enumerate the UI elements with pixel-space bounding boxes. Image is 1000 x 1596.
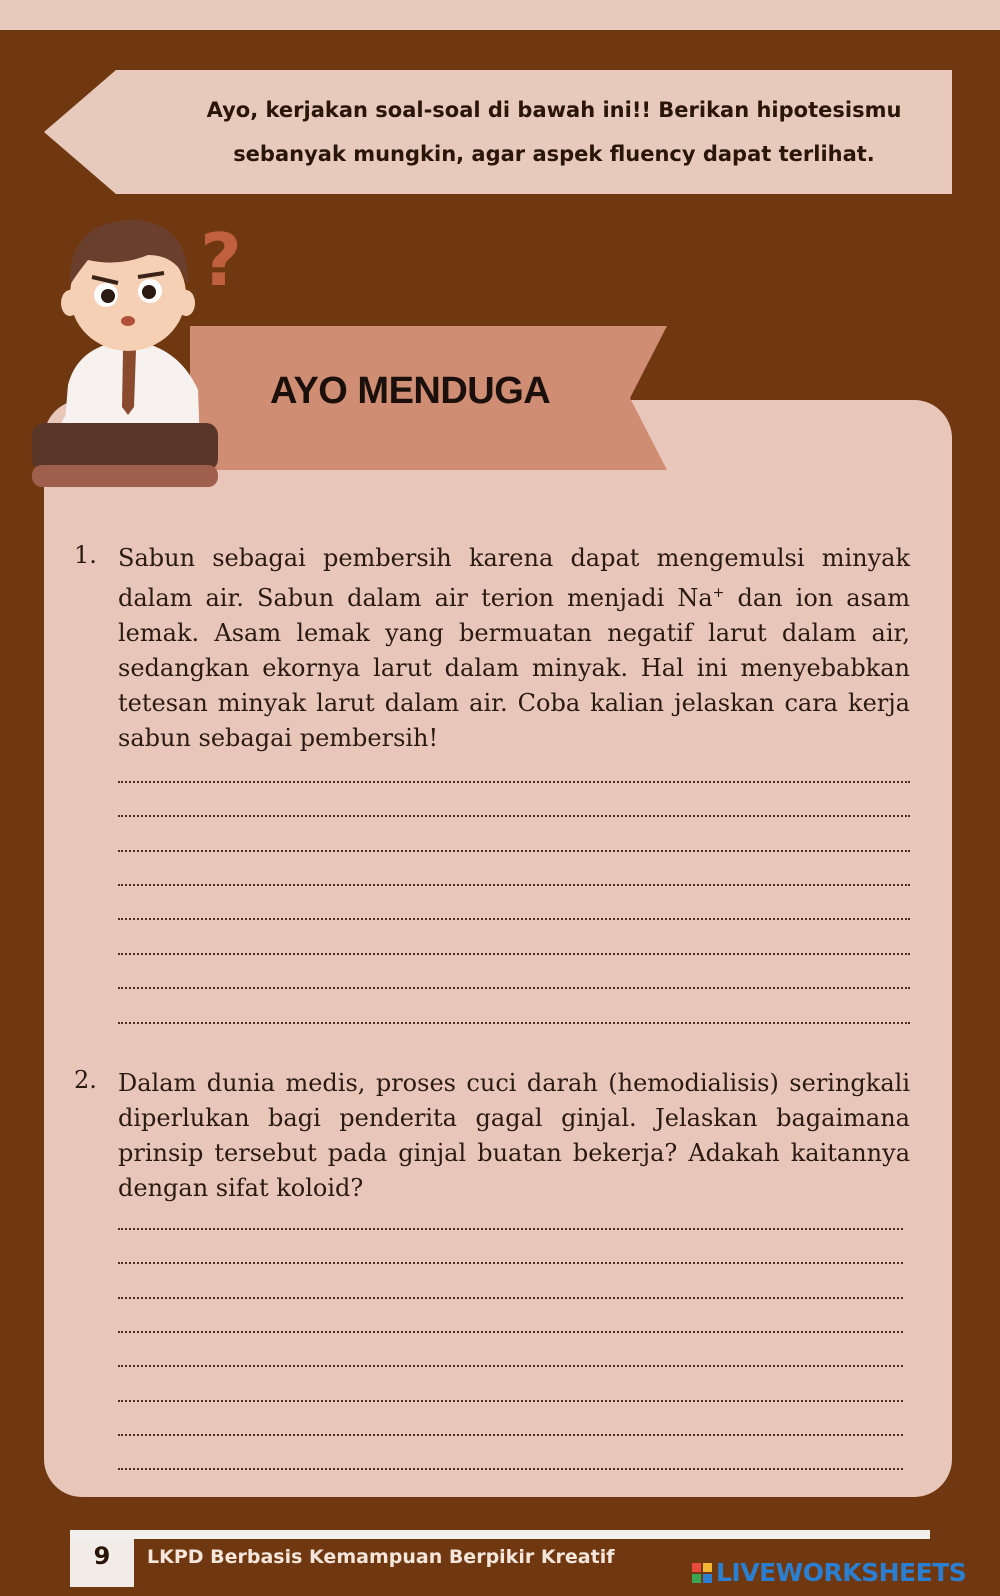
answer-line[interactable] (118, 1297, 903, 1299)
answer-line[interactable] (118, 1022, 910, 1024)
answer-line[interactable] (118, 953, 910, 955)
answer-line[interactable] (118, 918, 910, 920)
question-1-superscript: + (712, 585, 725, 601)
footer-title: LKPD Berbasis Kemampuan Berpikir Kreatif (147, 1546, 615, 1568)
liveworksheets-text: LIVEWORKSHEETS (716, 1558, 967, 1587)
banner-text (154, 88, 954, 176)
answer-line[interactable] (118, 1365, 903, 1367)
section-title: AYO MENDUGA (270, 370, 551, 412)
answer-line[interactable] (118, 1434, 903, 1436)
question-1-text (118, 541, 910, 756)
page-number: 9 (93, 1542, 111, 1570)
liveworksheets-icon (692, 1563, 712, 1583)
top-strip (0, 0, 1000, 30)
thinking-student-illustration (28, 215, 258, 500)
answer-line[interactable] (118, 1400, 903, 1402)
answer-line[interactable] (118, 1468, 903, 1470)
question-2-text: Dalam dunia medis, proses cuci darah (hemodialisis) seringkali diperlukan bagi penderita gagal ginjal. Jelaskan bagaimana prinsip tersebut pada ginjal buatan bekerja? Adakah kaitannya dengan sifat koloid? (118, 1069, 910, 1202)
liveworksheets-logo (692, 1558, 966, 1587)
answer-line[interactable] (118, 850, 910, 852)
question-1-text-after: dan ion asam lemak. Asam lemak yang bermuatan negatif larut dalam air, sedangkan ekornya larut dalam minyak. Hal ini menyebabkan tetesan minyak larut dalam air. Coba kalian jelaskan cara kerja sabun sebagai pembersih! (118, 584, 910, 752)
answer-line[interactable] (118, 815, 910, 817)
question-1-text-before: Sabun sebagai pembersih karena dapat mengemulsi minyak dalam air. Sabun dalam air terion menjadi Na (118, 544, 910, 612)
answer-line[interactable] (118, 884, 910, 886)
answer-line[interactable] (118, 781, 910, 783)
banner-line-1: Ayo, kerjakan soal-soal di bawah ini!! Berikan hipotesismu (206, 98, 902, 122)
answer-line[interactable] (118, 1228, 903, 1230)
question-mark-icon: ? (200, 218, 242, 302)
answer-line[interactable] (118, 987, 910, 989)
question-2-number: 2. (74, 1066, 97, 1094)
answer-line[interactable] (118, 1331, 903, 1333)
question-1-number: 1. (74, 541, 97, 569)
instruction-banner (44, 70, 952, 194)
footer-bar (70, 1530, 930, 1539)
answer-line[interactable] (118, 1262, 903, 1264)
banner-line-2: sebanyak mungkin, agar aspek fluency dapat terlihat. (233, 142, 875, 166)
